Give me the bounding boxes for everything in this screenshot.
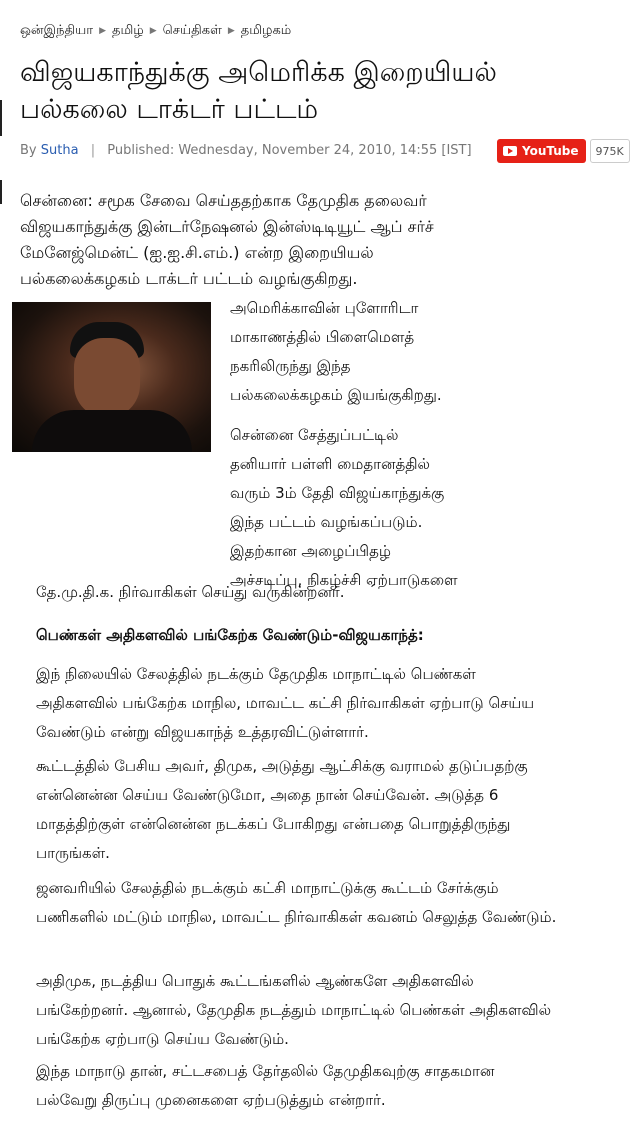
breadcrumb-tamilnadu[interactable]: தமிழகம் xyxy=(240,23,292,38)
article-photo xyxy=(12,302,211,452)
paragraph xyxy=(36,967,626,1054)
text-line: வரும் 3ம் தேதி விஜய்காந்துக்கு xyxy=(230,484,445,502)
text-line: தனியார் பள்ளி மைதானத்தில் xyxy=(230,455,430,473)
paragraph xyxy=(230,294,620,410)
text-line: மாகாணத்தில் பிளைமௌத் xyxy=(230,328,415,346)
by-label: By xyxy=(20,143,37,158)
photo-shirt xyxy=(32,410,192,452)
text-line: இதற்கான அழைப்பிதழ் xyxy=(230,542,391,560)
youtube-label: YouTube xyxy=(522,144,579,158)
left-edge-bar xyxy=(0,180,2,204)
breadcrumb-arrow-icon: ▶ xyxy=(149,26,157,36)
text-line: இந்த மாநாடு தான், சட்டசபைத் தேர்தலில் தேமுதிகவுற்கு சாதகமான xyxy=(36,1062,495,1080)
text-line: மாதத்திற்குள் என்னென்ன நடக்கப் போகிறது என்பதை பொறுத்திருந்து xyxy=(36,815,511,833)
paragraph xyxy=(230,421,620,595)
text-line: அதிகளவில் பங்கேற்க மாநில, மாவட்ட கட்சி நிர்வாகிகள் ஏற்பாடு செய்ய xyxy=(36,694,535,712)
paragraph xyxy=(36,660,626,747)
text-line: என்னென்ன செய்ய வேண்டுமோ, அதை நான் செய்வேன். அடுத்த 6 xyxy=(36,786,499,804)
youtube-subscribe[interactable] xyxy=(497,139,630,163)
breadcrumb-news[interactable]: செய்திகள் xyxy=(162,23,222,38)
youtube-play-icon xyxy=(503,146,517,156)
text-line: நகரிலிருந்து இந்த xyxy=(230,357,351,375)
text-line: சென்னை: சமூக சேவை செய்ததற்காக தேமுதிக தலைவர் xyxy=(20,191,427,210)
text-line: பணிகளில் மட்டும் மாநில, மாவட்ட நிர்வாகிகள் கவனம் செலுத்த வேண்டும். xyxy=(36,908,557,926)
breadcrumb xyxy=(20,22,291,40)
breadcrumb-tamil[interactable]: தமிழ் xyxy=(112,23,144,38)
left-edge-bar xyxy=(0,100,2,136)
text-line: பாருங்கள். xyxy=(36,844,110,862)
text-line: சென்னை சேத்துப்பட்டில் xyxy=(230,426,399,444)
youtube-subscriber-count: 975K xyxy=(590,139,630,163)
text-line: இந் நிலையில் சேலத்தில் நடக்கும் தேமுதிக மாநாட்டில் பெண்கள் xyxy=(36,665,476,683)
title-line: பல்கலை டாக்டர் பட்டம் xyxy=(20,94,319,125)
breadcrumb-arrow-icon: ▶ xyxy=(99,26,106,36)
text-line: ஜனவரியில் சேலத்தில் நடக்கும் கட்சி மாநாட்டுக்கு கூட்டம் சேர்க்கும் xyxy=(36,879,499,897)
intro-paragraph xyxy=(20,188,600,292)
paragraph xyxy=(36,752,626,868)
text-line: அச்சடிப்பு, நிகழ்ச்சி ஏற்பாடுகளை xyxy=(230,571,458,589)
text-line: பல்கலைக்கழகம் இயங்குகிறது. xyxy=(230,386,442,404)
paragraph xyxy=(36,874,632,932)
breadcrumb-oneindia[interactable]: ஒன்இந்தியா xyxy=(20,23,94,38)
text-line: வேண்டும் என்று விஜயகாந்த் உத்தரவிட்டுள்ளார். xyxy=(36,723,369,741)
photo-face xyxy=(74,338,140,418)
text-line: அதிமுக, நடத்திய பொதுக் கூட்டங்களில் ஆண்களே அதிகளவில் xyxy=(36,972,474,990)
text-line: பல்வேறு திருப்பு முனைகளை ஏற்படுத்தும் என்றார். xyxy=(36,1091,386,1109)
text-line: விஜயகாந்துக்கு இன்டர்நேஷனல் இன்ஸ்டிடியூட் ஆப் சர்ச் xyxy=(20,217,434,236)
page-title xyxy=(20,54,620,128)
paragraph-continuation: தே.மு.தி.க. நிர்வாகிகள் செய்து வருகின்றனர். xyxy=(36,583,345,601)
article-meta xyxy=(20,143,472,158)
text-line: பங்கேற்க ஏற்பாடு செய்ய வேண்டும். xyxy=(36,1030,289,1048)
breadcrumb-arrow-icon: ▶ xyxy=(227,26,235,36)
text-line: மேனேஜ்மென்ட் (ஐ.ஐ.சி.எம்.) என்ற இறையியல் xyxy=(20,243,374,262)
published-date: Published: Wednesday, November 24, 2010, 14:55 [IST] xyxy=(107,143,472,158)
title-line: விஜயகாந்துக்கு அமெரிக்க இறையியல் xyxy=(20,57,497,88)
youtube-button[interactable] xyxy=(497,139,586,163)
text-line: பல்கலைக்கழகம் டாக்டர் பட்டம் வழங்குகிறது. xyxy=(20,269,358,288)
meta-divider: | xyxy=(90,143,96,158)
text-line: கூட்டத்தில் பேசிய அவர், திமுக, அடுத்து ஆட்சிக்கு வராமல் தடுப்பதற்கு xyxy=(36,757,528,775)
author-link[interactable]: Sutha xyxy=(40,143,79,158)
subheading: பெண்கள் அதிகளவில் பங்கேற்க வேண்டும்-விஜயகாந்த்: xyxy=(36,626,424,644)
text-line: இந்த பட்டம் வழங்கப்படும். xyxy=(230,513,423,531)
text-line: பங்கேற்றனர். ஆனால், தேமுதிக நடத்தும் மாநாட்டில் பெண்கள் அதிகளவில் xyxy=(36,1001,552,1019)
text-line: அமெரிக்காவின் புளோரிடா xyxy=(230,299,419,317)
paragraph xyxy=(36,1057,626,1115)
